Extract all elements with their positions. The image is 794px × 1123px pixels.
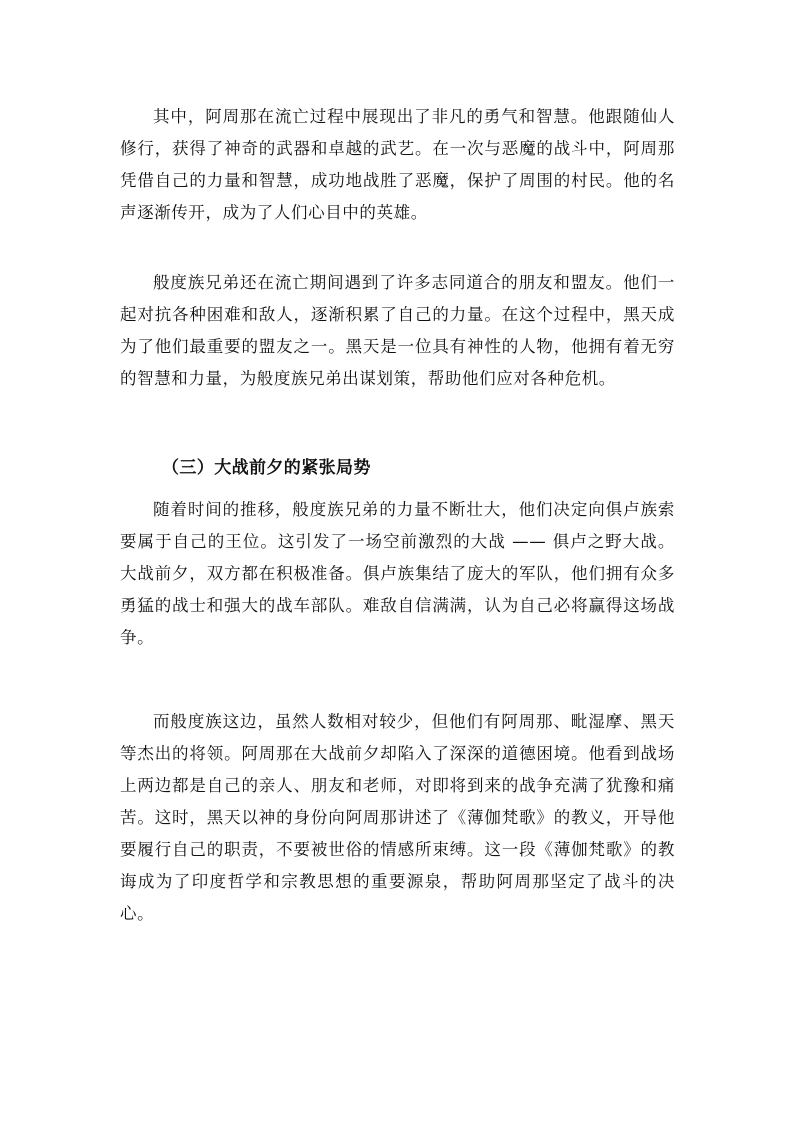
paragraph: 其中，阿周那在流亡过程中展现出了非凡的勇气和智慧。他跟随仙人修行，获得了神奇的武器和卓越的武艺。在一次与恶魔的战斗中，阿周那凭借自己的力量和智慧，成功地战胜了恶魔，保护了周围的村民。他的名声逐渐传开，成为了人们心目中的英雄。 bbox=[120, 107, 675, 222]
paragraph: 般度族兄弟还在流亡期间遇到了许多志同道合的朋友和盟友。他们一起对抗各种困难和敌人，逐渐积累了自己的力量。在这个过程中，黑天成为了他们最重要的盟友之一。黑天是一位具有神性的人物，他拥有着无穷的智慧和力量，为般度族兄弟出谋划策，帮助他们应对各种危机。 bbox=[120, 273, 675, 388]
paragraph: 随着时间的推移，般度族兄弟的力量不断壮大，他们决定向俱卢族索要属于自己的王位。这引发了一场空前激烈的大战 —— 俱卢之野大战。大战前夕，双方都在积极准备。俱卢族集结了庞大的军队，他们拥有众多勇猛的战士和强大的战车部队。难敌自信满满，认为自己必将赢得这场战争。 bbox=[120, 500, 675, 647]
section-heading: （三）大战前夕的紧张局势 bbox=[162, 458, 371, 478]
paragraph: 而般度族这边，虽然人数相对较少，但他们有阿周那、毗湿摩、黑天等杰出的将领。阿周那在大战前夕却陷入了深深的道德困境。他看到战场上两边都是自己的亲人、朋友和老师，对即将到来的战争充满了犹豫和痛苦。这时，黑天以神的身份向阿周那讲述了《薄伽梵歌》的教义，开导他要履行自己的职责，不要被世俗的情感所束缚。这一段《薄伽梵歌》的教诲成为了印度哲学和宗教思想的重要源泉，帮助阿周那坚定了战斗的决心。 bbox=[120, 712, 675, 923]
